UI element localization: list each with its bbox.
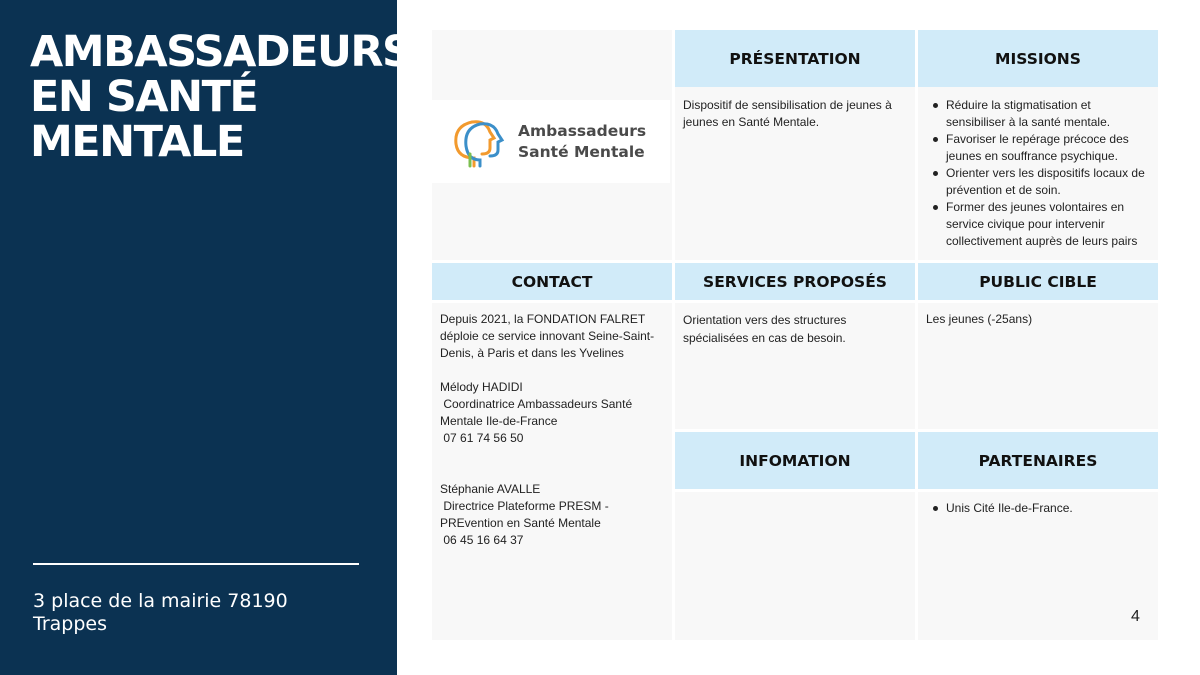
header-contact-label: CONTACT: [511, 272, 593, 291]
logo-wordmark: [518, 121, 646, 163]
missions-list: [926, 97, 1150, 250]
missions-cell: [918, 87, 1158, 260]
page-number: 4: [1131, 608, 1140, 625]
header-presentation: [675, 30, 915, 87]
header-information-label: INFOMATION: [739, 451, 851, 470]
header-public: [918, 263, 1158, 300]
partner-item: Unis Cité Ile-de-France.: [946, 500, 1150, 517]
main-title: [30, 27, 412, 167]
header-public-label: PUBLIC CIBLE: [979, 272, 1097, 291]
mission-item: Favoriser le repérage précoce des jeunes en souffrance psychique.: [946, 131, 1150, 165]
presentation-cell: [675, 87, 915, 260]
logo-line-1: Ambassadeurs: [518, 121, 647, 140]
title-line-1: AMBASSADEURS: [30, 27, 412, 77]
public-cell: [918, 303, 1158, 429]
header-missions: [918, 30, 1158, 87]
contact-intro: Depuis 2021, la FONDATION FALRET déploie ce service innovant Seine-Saint-Denis, à Paris et dans les Yvelines: [440, 312, 655, 360]
header-information: [675, 432, 915, 489]
contact-2-name: Stéphanie AVALLE: [440, 482, 541, 496]
services-cell: [675, 303, 915, 429]
contact-2-phone: 06 45 16 64 37: [440, 533, 524, 547]
info-grid: [432, 30, 1159, 640]
header-services-label: SERVICES PROPOSÉS: [703, 272, 887, 291]
partners-list: [926, 500, 1150, 517]
contact-1-role: Coordinatrice Ambassadeurs Santé Mentale Ile-de-France: [440, 397, 636, 428]
partners-cell: [918, 492, 1158, 640]
address: 3 place de la mairie 78190 Trappes: [33, 590, 288, 635]
mission-item: Réduire la stigmatisation et sensibiliser à la santé mentale.: [946, 97, 1150, 131]
header-partners-label: PARTENAIRES: [978, 451, 1098, 470]
public-text: Les jeunes (-25ans): [926, 312, 1033, 326]
services-text: Orientation vers des structures spécialisées en cas de besoin.: [683, 313, 850, 345]
header-contact: [432, 263, 672, 300]
logo: [432, 100, 670, 183]
contact-1-phone: 07 61 74 56 50: [440, 431, 524, 445]
header-presentation-label: PRÉSENTATION: [729, 49, 861, 68]
header-missions-label: MISSIONS: [995, 49, 1081, 68]
header-partners: [918, 432, 1158, 489]
contact-2-role: Directrice Plateforme PRESM - PREvention en Santé Mentale: [440, 499, 613, 530]
header-services: [675, 263, 915, 300]
title-line-3: MENTALE: [30, 117, 244, 167]
contact-cell: [432, 303, 672, 640]
mission-item: Orienter vers les dispositifs locaux de prévention et de soin.: [946, 165, 1150, 199]
information-cell: [675, 492, 915, 640]
sidebar-panel: [0, 0, 412, 675]
mission-item: Former des jeunes volontaires en service civique pour intervenir collectivement auprès de leurs pairs: [946, 199, 1150, 250]
presentation-text: Dispositif de sensibilisation de jeunes à jeunes en Santé Mentale.: [683, 98, 896, 129]
divider: [33, 563, 359, 565]
contact-1-name: Mélody HADIDI: [440, 380, 523, 394]
logo-line-2: Santé Mentale: [518, 142, 645, 161]
head-profile-icon: [444, 114, 506, 170]
title-line-2: EN SANTÉ: [30, 72, 258, 122]
